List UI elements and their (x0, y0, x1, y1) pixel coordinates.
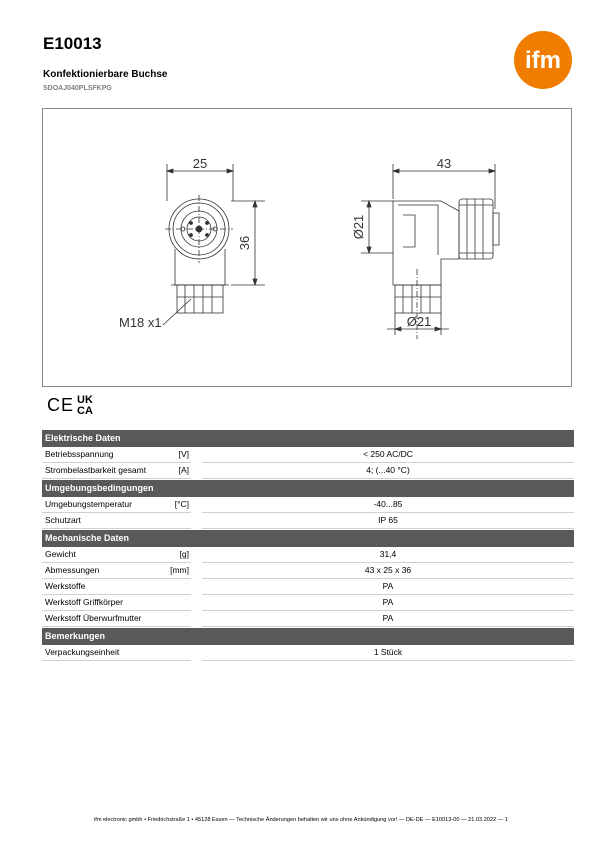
product-name: Konfektionierbare Buchse (43, 69, 168, 80)
spec-unit (146, 513, 189, 528)
spec-row (42, 563, 574, 579)
ifm-logo (513, 30, 573, 90)
technical-drawing-svg (43, 109, 573, 388)
spec-label: Werkstoff Überwurfmutter (42, 611, 191, 627)
spec-unit: [°C] (174, 499, 189, 509)
spec-unit (146, 595, 189, 610)
spec-row (42, 513, 574, 529)
spec-label: Gewicht (42, 547, 191, 563)
spec-unit (146, 579, 189, 594)
spec-row (42, 447, 574, 463)
ukca-mark-top: UK (77, 394, 93, 406)
spec-label: Abmessungen (42, 563, 191, 579)
section-header: Umgebungsbedingungen (42, 480, 574, 497)
spec-row (42, 595, 574, 611)
spec-row (42, 463, 574, 479)
article-code: SDOAJ040PLSFKPG (43, 85, 112, 92)
dim-diameter-top: Ø21 (351, 214, 366, 240)
spec-value: 31,4 (202, 547, 574, 563)
footer-page-marker: 1 (504, 817, 508, 823)
spec-row (42, 579, 574, 595)
spec-value: PA (202, 595, 574, 611)
certification-marks (47, 393, 107, 417)
ukca-mark-bottom: CA (77, 405, 93, 417)
spec-label: Schutzart (42, 513, 191, 529)
spec-label: Umgebungstemperatur (42, 497, 191, 513)
spec-value: PA (202, 579, 574, 595)
spec-label: Werkstoff Griffkörper (42, 595, 191, 611)
product-code: E10013 (43, 34, 102, 53)
spec-label: Werkstoffe (42, 579, 191, 595)
spec-value: IP 65 (202, 513, 574, 529)
spec-row (42, 645, 574, 661)
ce-mark: CE (47, 395, 75, 415)
spec-row (42, 611, 574, 627)
spec-row (42, 547, 574, 563)
spec-unit (146, 645, 189, 660)
dim-width-front: 25 (192, 156, 208, 171)
logo-text: ifm (525, 47, 561, 74)
thread-label: M18 x1 (119, 315, 162, 330)
dim-height-front: 36 (237, 235, 252, 251)
spec-value: 1 Stück (202, 645, 574, 661)
footer-text: ifm electronic gmbh • Friedrichstraße 1 • 45128 Essen — Technische Änderungen behalten wir uns ohne Ankündigung vor! — DE-DE — E10013-00 — 21.03.2022 — (94, 817, 504, 823)
spec-label: Strombelastbarkeit gesamt (42, 463, 191, 479)
spec-unit: [mm] (170, 565, 189, 575)
spec-label: Verpackungseinheit (42, 645, 191, 661)
spec-value: -40...85 (202, 497, 574, 513)
dimension-drawing (42, 108, 572, 387)
spec-value: PA (202, 611, 574, 627)
dim-diameter-bottom: Ø21 (406, 314, 432, 329)
spec-value: < 250 AC/DC (202, 447, 574, 463)
page-footer (0, 817, 602, 823)
spec-value: 4; (...40 °C) (202, 463, 574, 479)
section-header: Mechanische Daten (42, 530, 574, 547)
section-header: Elektrische Daten (42, 430, 574, 447)
spec-unit: [A] (178, 465, 189, 475)
spec-unit: [V] (178, 449, 189, 459)
spec-label: Betriebsspannung (42, 447, 191, 463)
specification-table (42, 429, 574, 661)
section-header: Bemerkungen (42, 628, 574, 645)
spec-unit: [g] (179, 549, 189, 559)
spec-unit (146, 611, 189, 626)
spec-value: 43 x 25 x 36 (202, 563, 574, 579)
spec-row (42, 497, 574, 513)
dim-width-side: 43 (436, 156, 452, 171)
